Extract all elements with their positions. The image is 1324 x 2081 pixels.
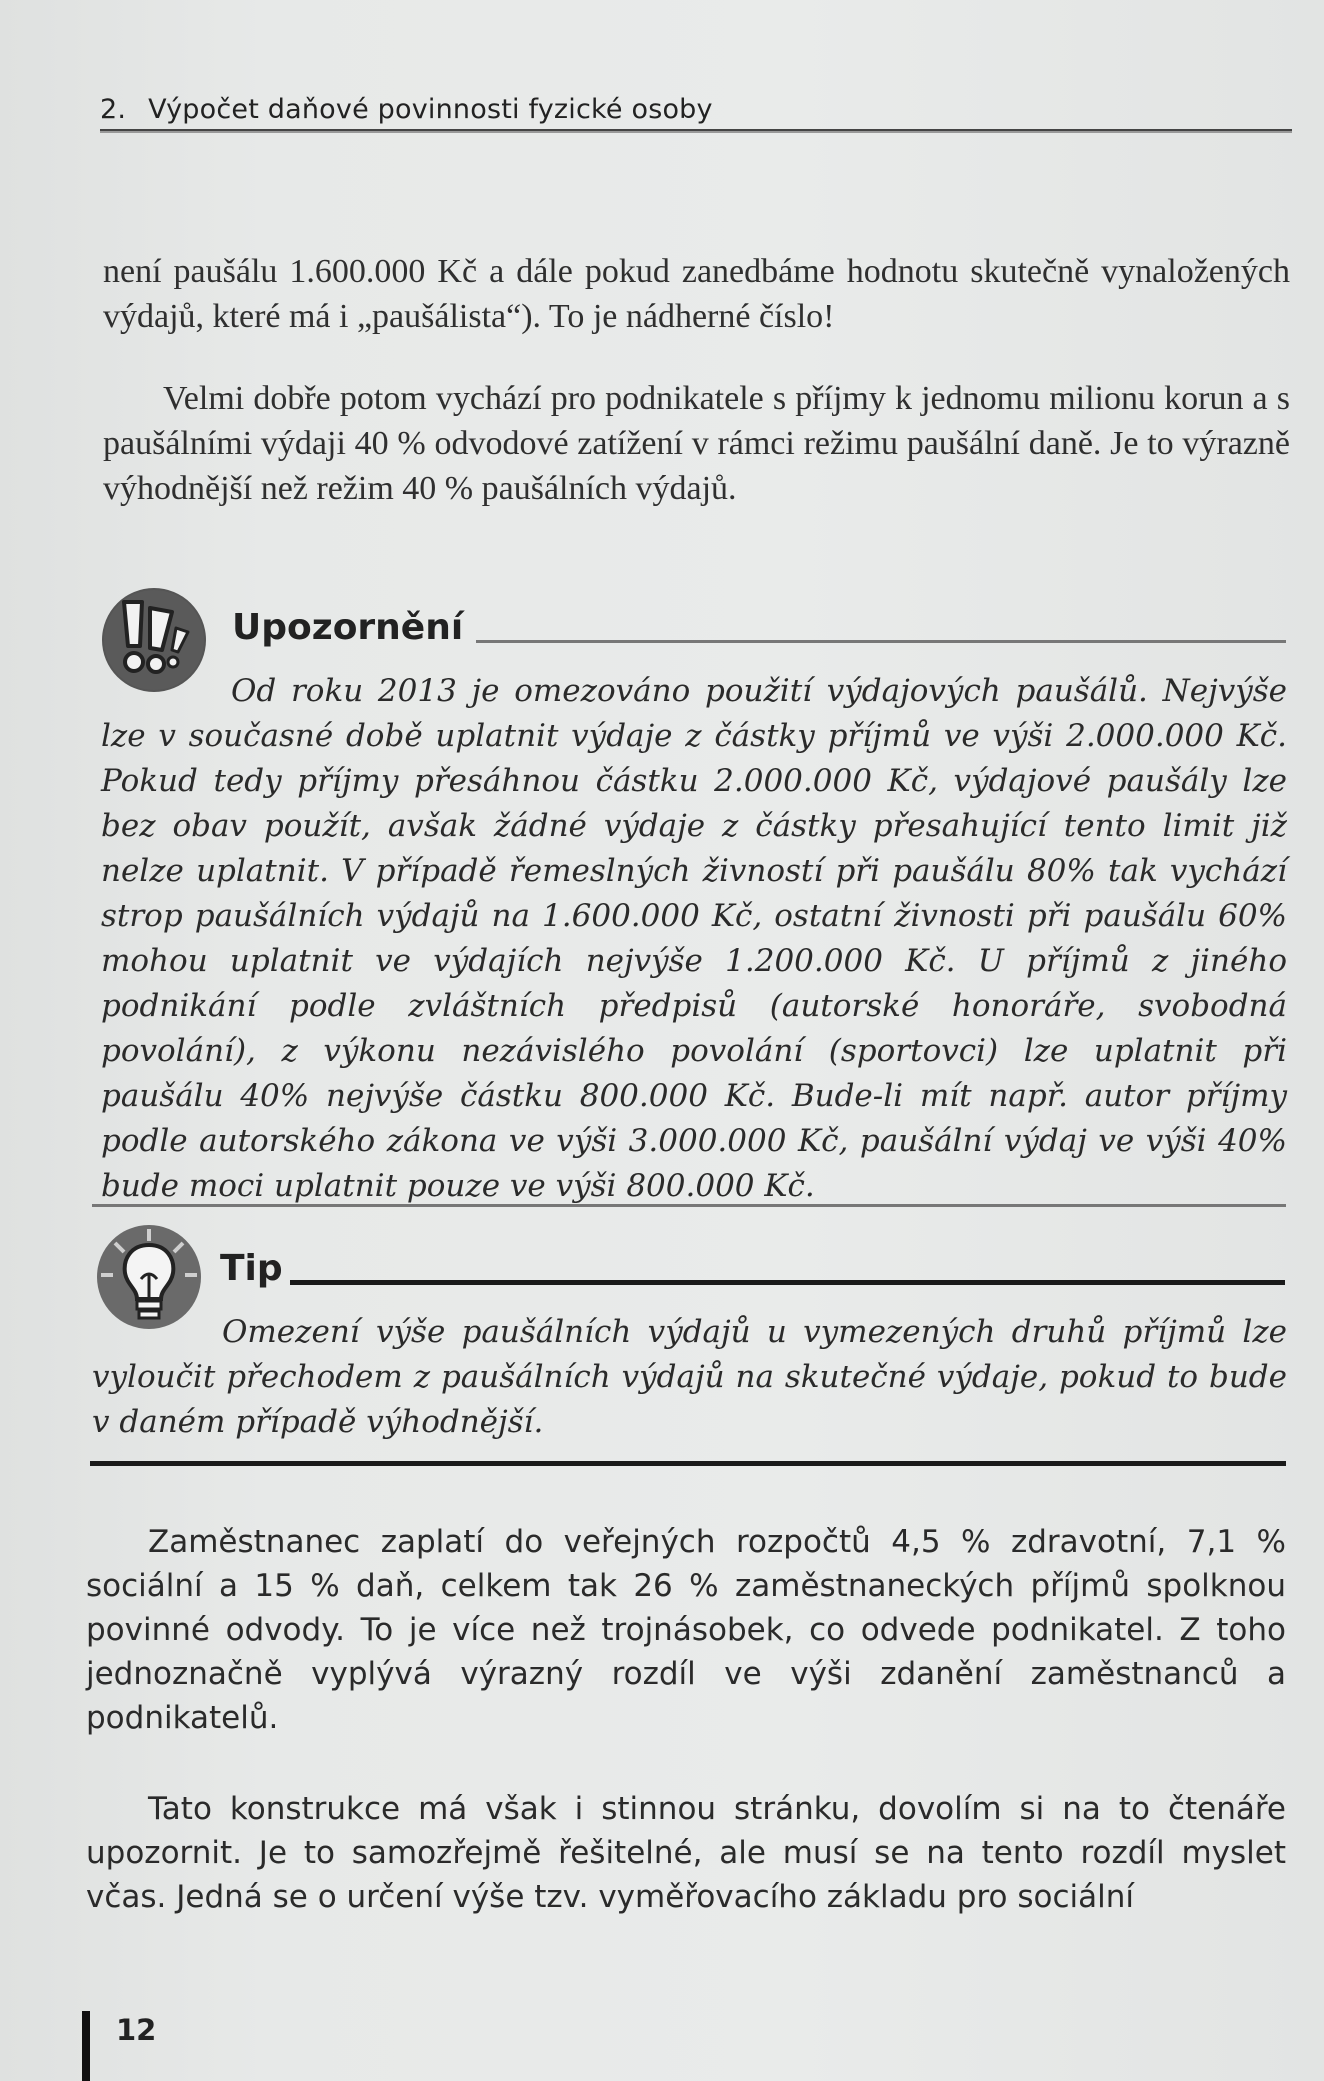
tip-text: Omezení výše paušálních výdajů u vymezených druhů příjmů lze vyloučit přechodem z paušálních výdajů na skutečné výdaje, pokud to bude v daném případě výhodnější. <box>92 1314 1287 1440</box>
footer-bar <box>82 2011 90 2081</box>
warning-title-rule <box>476 640 1286 643</box>
tip-title: Tip <box>220 1248 283 1289</box>
running-head <box>100 94 1290 125</box>
paragraph-1: není paušálu 1.600.000 Kč a dále pokud zanedbáme hodnotu skutečně vynaložených výdajů, které má i „paušálista“). To je nádherné číslo! <box>103 253 1290 335</box>
header-rule <box>100 129 1292 133</box>
paragraph-3: Zaměstnanec zaplatí do veřejných rozpočtů 4,5 % zdravotní, 7,1 % sociální a 15 % daň, celkem tak 26 % zaměstnaneckých příjmů spolknou povinné odvody. To je více než trojnásobek, co odvede podnikatel. Z toho jednoznačně vyplývá výrazný rozdíl ve výši zdanění zaměstnanců a podnikatelů. <box>86 1524 1286 1736</box>
warning-title: Upozornění <box>232 607 464 648</box>
warning-bottom-rule <box>92 1204 1286 1207</box>
chapter-title: Výpočet daňové povinnosti fyzické osoby <box>148 94 713 125</box>
page-number: 12 <box>116 2013 157 2047</box>
tip-bottom-rule <box>90 1461 1286 1466</box>
tip-title-rule <box>290 1280 1285 1285</box>
paragraph-2: Velmi dobře potom vychází pro podnikatele s příjmy k jednomu milionu korun a s paušálními výdaji 40 % odvodové zatížení v rámci režimu paušální daně. Je to výrazně výhodnější než režim 40 % paušálních výdajů. <box>103 380 1290 507</box>
paragraph-4: Tato konstrukce má však i stinnou stránku, dovolím si na to čtenáře upozornit. Je to samozřejmě řešitelné, ale musí se na tento rozdíl myslet včas. Jedná se o určení výše tzv. vyměřovacího základu pro sociální <box>86 1791 1286 1915</box>
chapter-number: 2. <box>100 94 127 125</box>
warning-text: Od roku 2013 je omezováno použití výdajových paušálů. Nejvýše lze v současné době uplatnit výdaje z částky příjmů ve výši 2.000.000 Kč. Pokud tedy příjmy přesáhnou částku 2.000.000 Kč, výdajové paušály lze bez obav použít, avšak žádné výdaje z částky přesahující tento limit již nelze uplatnit. V případě řemeslných živností při paušálu 80% tak vychází strop paušálních výdajů na 1.600.000 Kč, ostatní živnosti při paušálu 60% mohou uplatnit ve výdajích nejvýše 1.200.000 Kč. U příjmů z jiného podnikání podle zvláštních předpisů (autorské honoráře, svobodná povolání), z výkonu nezávislého povolání (sportovci) lze uplatnit při paušálu 40% nejvýše částku 800.000 Kč. Bude-li mít např. autor příjmy podle autorského zákona ve výši 3.000.000 Kč, paušální výdaj ve výši 40% bude moci uplatnit pouze ve výši 800.000 Kč. <box>101 673 1287 1204</box>
